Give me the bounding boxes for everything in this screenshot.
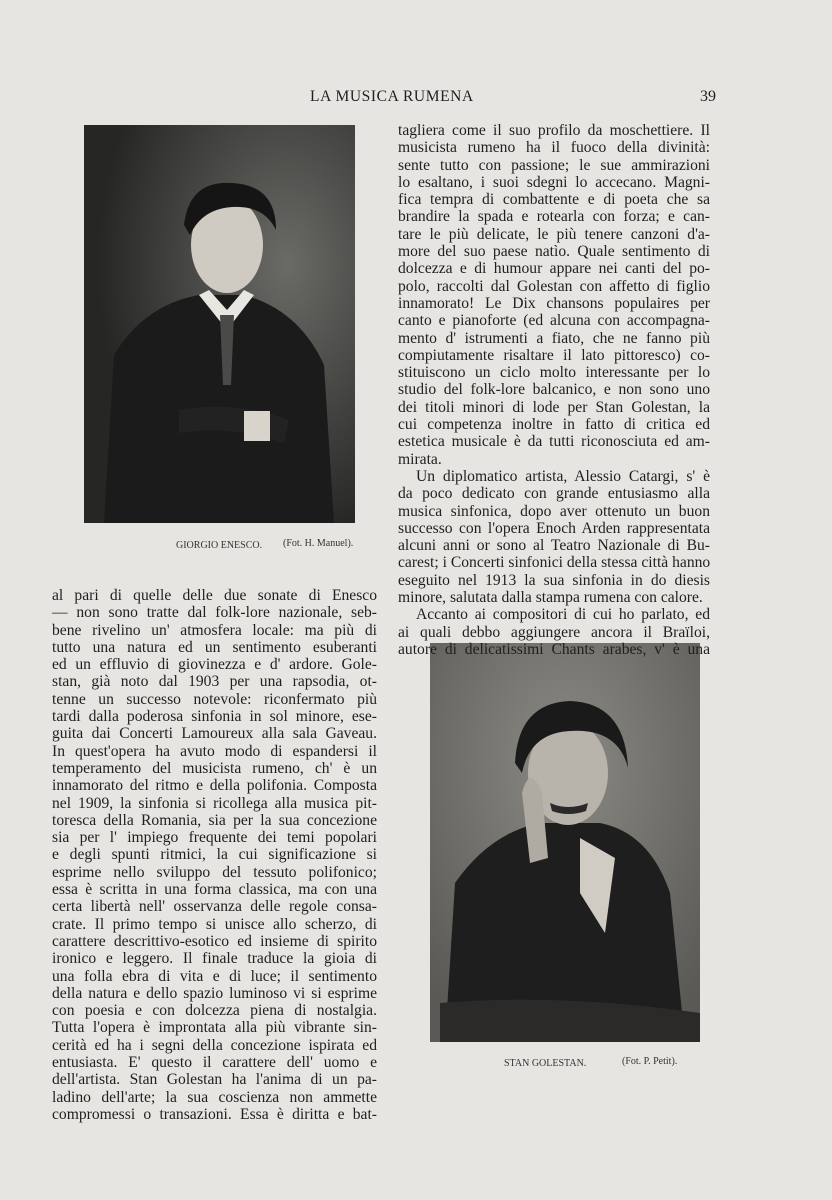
text-line: tutto una natura ed un sentimento esuberanti bbox=[52, 638, 377, 656]
text-line: tare le più delicate, le più tenere canzoni d'a- bbox=[398, 225, 710, 243]
text-line: al pari di quelle delle due sonate di Enesco bbox=[52, 587, 377, 604]
text-line: autore di delicatissimi Chants arabes, v' è una bbox=[398, 640, 710, 658]
text-line: lo esaltano, i suoi sdegni lo accecano. Magni- bbox=[398, 173, 710, 191]
text-line: stan, già noto dal 1903 per una rapsodia, ot- bbox=[52, 673, 377, 691]
text-line: Tutta l'opera è improntata alla più vibrante sin- bbox=[52, 1019, 377, 1037]
text-line: mirata. bbox=[398, 450, 442, 468]
text-line: tagliera come il suo profilo da moschettiere. Il bbox=[398, 122, 710, 139]
text-line: toresca della Romania, sia per la sua concezione bbox=[52, 811, 377, 829]
portrait-photo-enesco bbox=[84, 125, 355, 523]
text-line: con poesia e con dolcezza piena di nostalgia. bbox=[52, 1002, 377, 1020]
text-line: musicista rumeno ha il fuoco della divinità: bbox=[398, 139, 710, 157]
text-line: cerità ed ha i segni della concezione ispirata ed bbox=[52, 1036, 377, 1054]
text-line: bene rivelino un' atmosfera locale: ma più di bbox=[52, 621, 377, 639]
text-line: dell'artista. Stan Golestan ha l'anima di un pa- bbox=[52, 1071, 377, 1089]
text-line: estetica musicale è da tutti riconosciuta ed am- bbox=[398, 433, 710, 451]
text-line: tardi dalla poderosa sinfonia in sol minore, ese- bbox=[52, 708, 377, 726]
caption-name-golestan: STAN GOLESTAN. bbox=[504, 1058, 587, 1069]
text-line: da poco dedicato con grande entusiasmo alla bbox=[398, 485, 710, 503]
text-column-left bbox=[52, 587, 377, 1123]
text-line: musica sinfonica, dopo aver ottenuto un buon bbox=[398, 502, 710, 520]
text-line: successo con l'opera Enoch Arden rappresentata bbox=[398, 519, 710, 537]
text-line: dei titoli minori di lode per Stan Golestan, la bbox=[398, 398, 710, 416]
text-line: certa libertà nell' osservanza delle regole consa- bbox=[52, 898, 377, 916]
text-line: In quest'opera ha avuto modo di espandersi il bbox=[52, 742, 377, 760]
text-line: crate. Il primo tempo si unisce allo scherzo, di bbox=[52, 915, 377, 933]
text-line: mento d' istrumenti a fiato, che ne fanno più bbox=[398, 329, 710, 347]
text-line: innamorato del ritmo e della polifonia. Composta bbox=[52, 777, 377, 795]
caption-credit-enesco: (Fot. H. Manuel). bbox=[283, 538, 354, 549]
text-line: cui competenza inoltre in fatto di critica ed bbox=[398, 416, 710, 434]
caption-name-enesco: GIORGIO ENESCO. bbox=[176, 540, 263, 551]
text-line: ironico e leggero. Il finale traduce la gioia di bbox=[52, 950, 377, 968]
text-line: Un diplomatico artista, Alessio Catargi, s' è bbox=[416, 467, 710, 485]
text-line: ladino dell'arte; la sua coscienza non ammette bbox=[52, 1088, 377, 1106]
text-line: fica tempra di combattente e di poeta che sa bbox=[398, 191, 710, 209]
text-line: e degli spunti ritmici, la cui significazione si bbox=[52, 846, 377, 864]
caption-credit-golestan: (Fot. P. Petit). bbox=[622, 1056, 678, 1067]
text-line: compiutamente risaltare il lato pittoresco) co- bbox=[398, 346, 710, 364]
text-line: Accanto ai compositori di cui ho parlato, ed bbox=[416, 606, 710, 624]
text-line: temperamento del musicista rumeno, ch' è un bbox=[52, 759, 377, 777]
text-line: dolcezza e di humour appare nei canti del po- bbox=[398, 260, 710, 278]
text-line: innamorato! Le Dix chansons populaires per bbox=[398, 294, 710, 312]
text-line: della natura e dello spazio luminoso vi si esprime bbox=[52, 984, 377, 1002]
text-line: studio del folk-lore balcanico, e non sono uno bbox=[398, 381, 710, 399]
text-line: nel 1909, la sinfonia si ricollega alla musica pit- bbox=[52, 794, 377, 812]
text-line: alcuni anni or sono al Teatro Nazionale di Bu- bbox=[398, 537, 710, 555]
text-line: esprime nello sviluppo del tessuto polifonico; bbox=[52, 863, 377, 881]
text-line: — non sono tratte dal folk-lore nazionale, seb- bbox=[52, 604, 377, 622]
text-line: tenne un successo notevole: riconfermato più bbox=[52, 690, 377, 708]
text-line: carest; i Concerti sinfonici della stessa città hanno bbox=[398, 554, 711, 572]
running-title: LA MUSICA RUMENA bbox=[310, 88, 474, 105]
text-line: more del suo paese natìo. Quale sentimento di bbox=[398, 243, 710, 261]
text-line: eseguito nel 1913 la sua sinfonia in do diesis bbox=[398, 571, 710, 589]
text-line: ed un effluvio di giovinezza e d' ardore. Gole- bbox=[52, 656, 377, 674]
text-line: compromessi o transazioni. Essa è diritta e bat- bbox=[52, 1105, 377, 1123]
text-line: carattere descrittivo-esotico ed insieme di spirito bbox=[52, 932, 377, 950]
text-line: una folla ebra di vita e di luce; il sentimento bbox=[52, 967, 377, 985]
text-line: stituiscono un ciclo molto interessante per lo bbox=[398, 364, 710, 382]
text-line: entusiasta. E' questo il carattere dell' uomo e bbox=[52, 1054, 377, 1072]
text-line: polo, raccolti dal Golestan con affetto di figlio bbox=[398, 277, 710, 295]
text-line: ai quali debbo aggiungere ancora il Braïloi, bbox=[398, 623, 710, 641]
text-line: minore, salutata dalla stampa rumena con calore. bbox=[398, 589, 703, 607]
text-line: sia per l' impiego frequente dei temi popolari bbox=[52, 829, 377, 847]
page-header bbox=[0, 88, 832, 108]
text-line: essa è scritta in una forma classica, ma con una bbox=[52, 881, 377, 899]
page-number: 39 bbox=[700, 88, 716, 105]
text-line: guita dai Concerti Lamoureux alla sala Gaveau. bbox=[52, 725, 377, 743]
text-line: canto e pianoforte (ed alcuna con accompagna- bbox=[398, 312, 710, 330]
portrait-photo-golestan bbox=[430, 643, 700, 1042]
text-column-right bbox=[398, 122, 710, 658]
text-line: brandire la spada e rotearla con forza; e can- bbox=[398, 208, 710, 226]
text-line: sente tutto con passione; le sue ammirazioni bbox=[398, 156, 710, 174]
